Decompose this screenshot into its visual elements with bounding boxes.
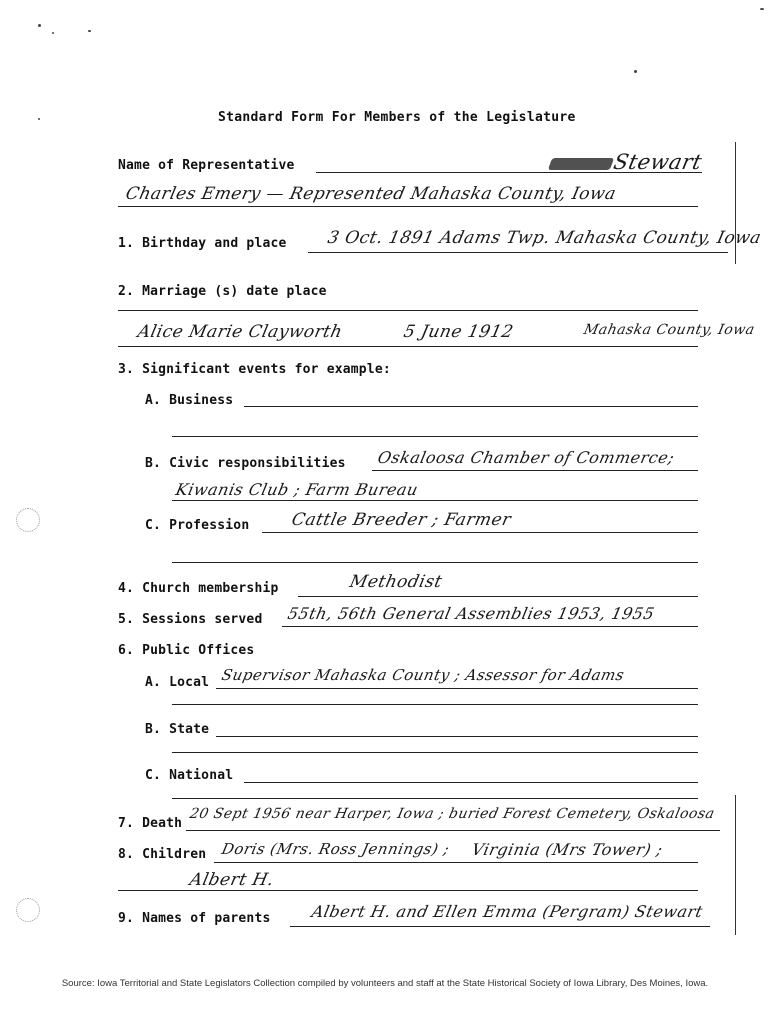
stamp-mark xyxy=(548,158,614,170)
birthday-line xyxy=(308,252,728,253)
business-line-2 xyxy=(172,436,698,437)
sessions-value: 55th, 56th General Assemblies 1953, 1955 xyxy=(285,604,657,623)
sessions-label: 5. Sessions served xyxy=(118,612,263,627)
church-line xyxy=(298,596,698,597)
marriage-label: 2. Marriage (s) date place xyxy=(118,284,327,299)
source-footer: Source: Iowa Territorial and State Legislators Collection compiled by volunteers and staff at the State Historical Society of Iowa Library, Des Moines, Iowa. xyxy=(61,978,709,989)
state-label: B. State xyxy=(145,722,210,737)
children-value-3: Albert H. xyxy=(187,870,276,890)
national-line-1 xyxy=(244,782,698,783)
profession-value: Cattle Breeder ; Farmer xyxy=(289,510,513,530)
form-title: Standard Form For Members of the Legislature xyxy=(218,110,576,125)
civic-value-1: Oskaloosa Chamber of Commerce; xyxy=(375,448,677,467)
offices-label: 6. Public Offices xyxy=(118,643,255,658)
children-line-1 xyxy=(214,862,698,863)
scan-speck xyxy=(760,8,764,10)
church-value: Methodist xyxy=(347,572,444,592)
birthday-value: 3 Oct. 1891 Adams Twp. Mahaska County, Iowa xyxy=(325,228,764,248)
name-line-2-rule xyxy=(118,206,698,207)
profession-line-1 xyxy=(262,532,698,533)
children-value-2: Virginia (Mrs Tower) ; xyxy=(469,840,665,859)
events-label: 3. Significant events for example: xyxy=(118,362,391,377)
church-label: 4. Church membership xyxy=(118,581,279,596)
death-value: 20 Sept 1956 near Harper, Iowa ; buried Forest Cemetery, Oskaloosa xyxy=(188,806,717,822)
national-label: C. National xyxy=(145,768,234,783)
local-line-2 xyxy=(172,704,698,705)
marriage-date: 5 June 1912 xyxy=(401,322,516,342)
local-label: A. Local xyxy=(145,675,210,690)
marriage-line-2 xyxy=(118,346,698,347)
profession-line-2 xyxy=(172,562,698,563)
profession-label: C. Profession xyxy=(145,518,250,533)
margin-line xyxy=(735,795,736,935)
scan-speck xyxy=(38,118,40,120)
punch-hole xyxy=(16,508,40,532)
business-label: A. Business xyxy=(145,393,234,408)
scan-speck xyxy=(634,70,637,73)
name-surname: Stewart xyxy=(611,150,705,174)
scan-speck xyxy=(88,30,91,32)
parents-line xyxy=(290,926,710,927)
death-label: 7. Death xyxy=(118,816,183,831)
parents-value: Albert H. and Ellen Emma (Pergram) Stewart xyxy=(309,902,705,921)
civic-value-2: Kiwanis Club ; Farm Bureau xyxy=(173,480,421,499)
parents-label: 9. Names of parents xyxy=(118,911,271,926)
local-value: Supervisor Mahaska County ; Assessor for Adams xyxy=(220,666,627,684)
scan-speck xyxy=(52,32,54,34)
marriage-place: Mahaska County, Iowa xyxy=(582,322,757,338)
marriage-spouse: Alice Marie Clayworth xyxy=(135,322,345,342)
business-line-1 xyxy=(244,406,698,407)
civic-line-2 xyxy=(172,500,698,501)
birthday-label: 1. Birthday and place xyxy=(118,236,287,251)
children-value-1: Doris (Mrs. Ross Jennings) ; xyxy=(220,840,452,858)
sessions-line xyxy=(282,626,698,627)
national-line-2 xyxy=(172,798,698,799)
name-line-2: Charles Emery — Represented Mahaska County, Iowa xyxy=(123,184,618,204)
local-line-1 xyxy=(216,688,698,689)
marriage-line-1 xyxy=(118,310,698,311)
state-line-1 xyxy=(216,736,698,737)
scan-speck xyxy=(38,24,41,27)
punch-hole xyxy=(16,898,40,922)
state-line-2 xyxy=(172,752,698,753)
children-label: 8. Children xyxy=(118,847,207,862)
death-line xyxy=(186,830,720,831)
children-line-2 xyxy=(118,890,698,891)
civic-line-1 xyxy=(372,470,698,471)
civic-label: B. Civic responsibilities xyxy=(145,456,346,471)
name-label: Name of Representative xyxy=(118,158,295,173)
